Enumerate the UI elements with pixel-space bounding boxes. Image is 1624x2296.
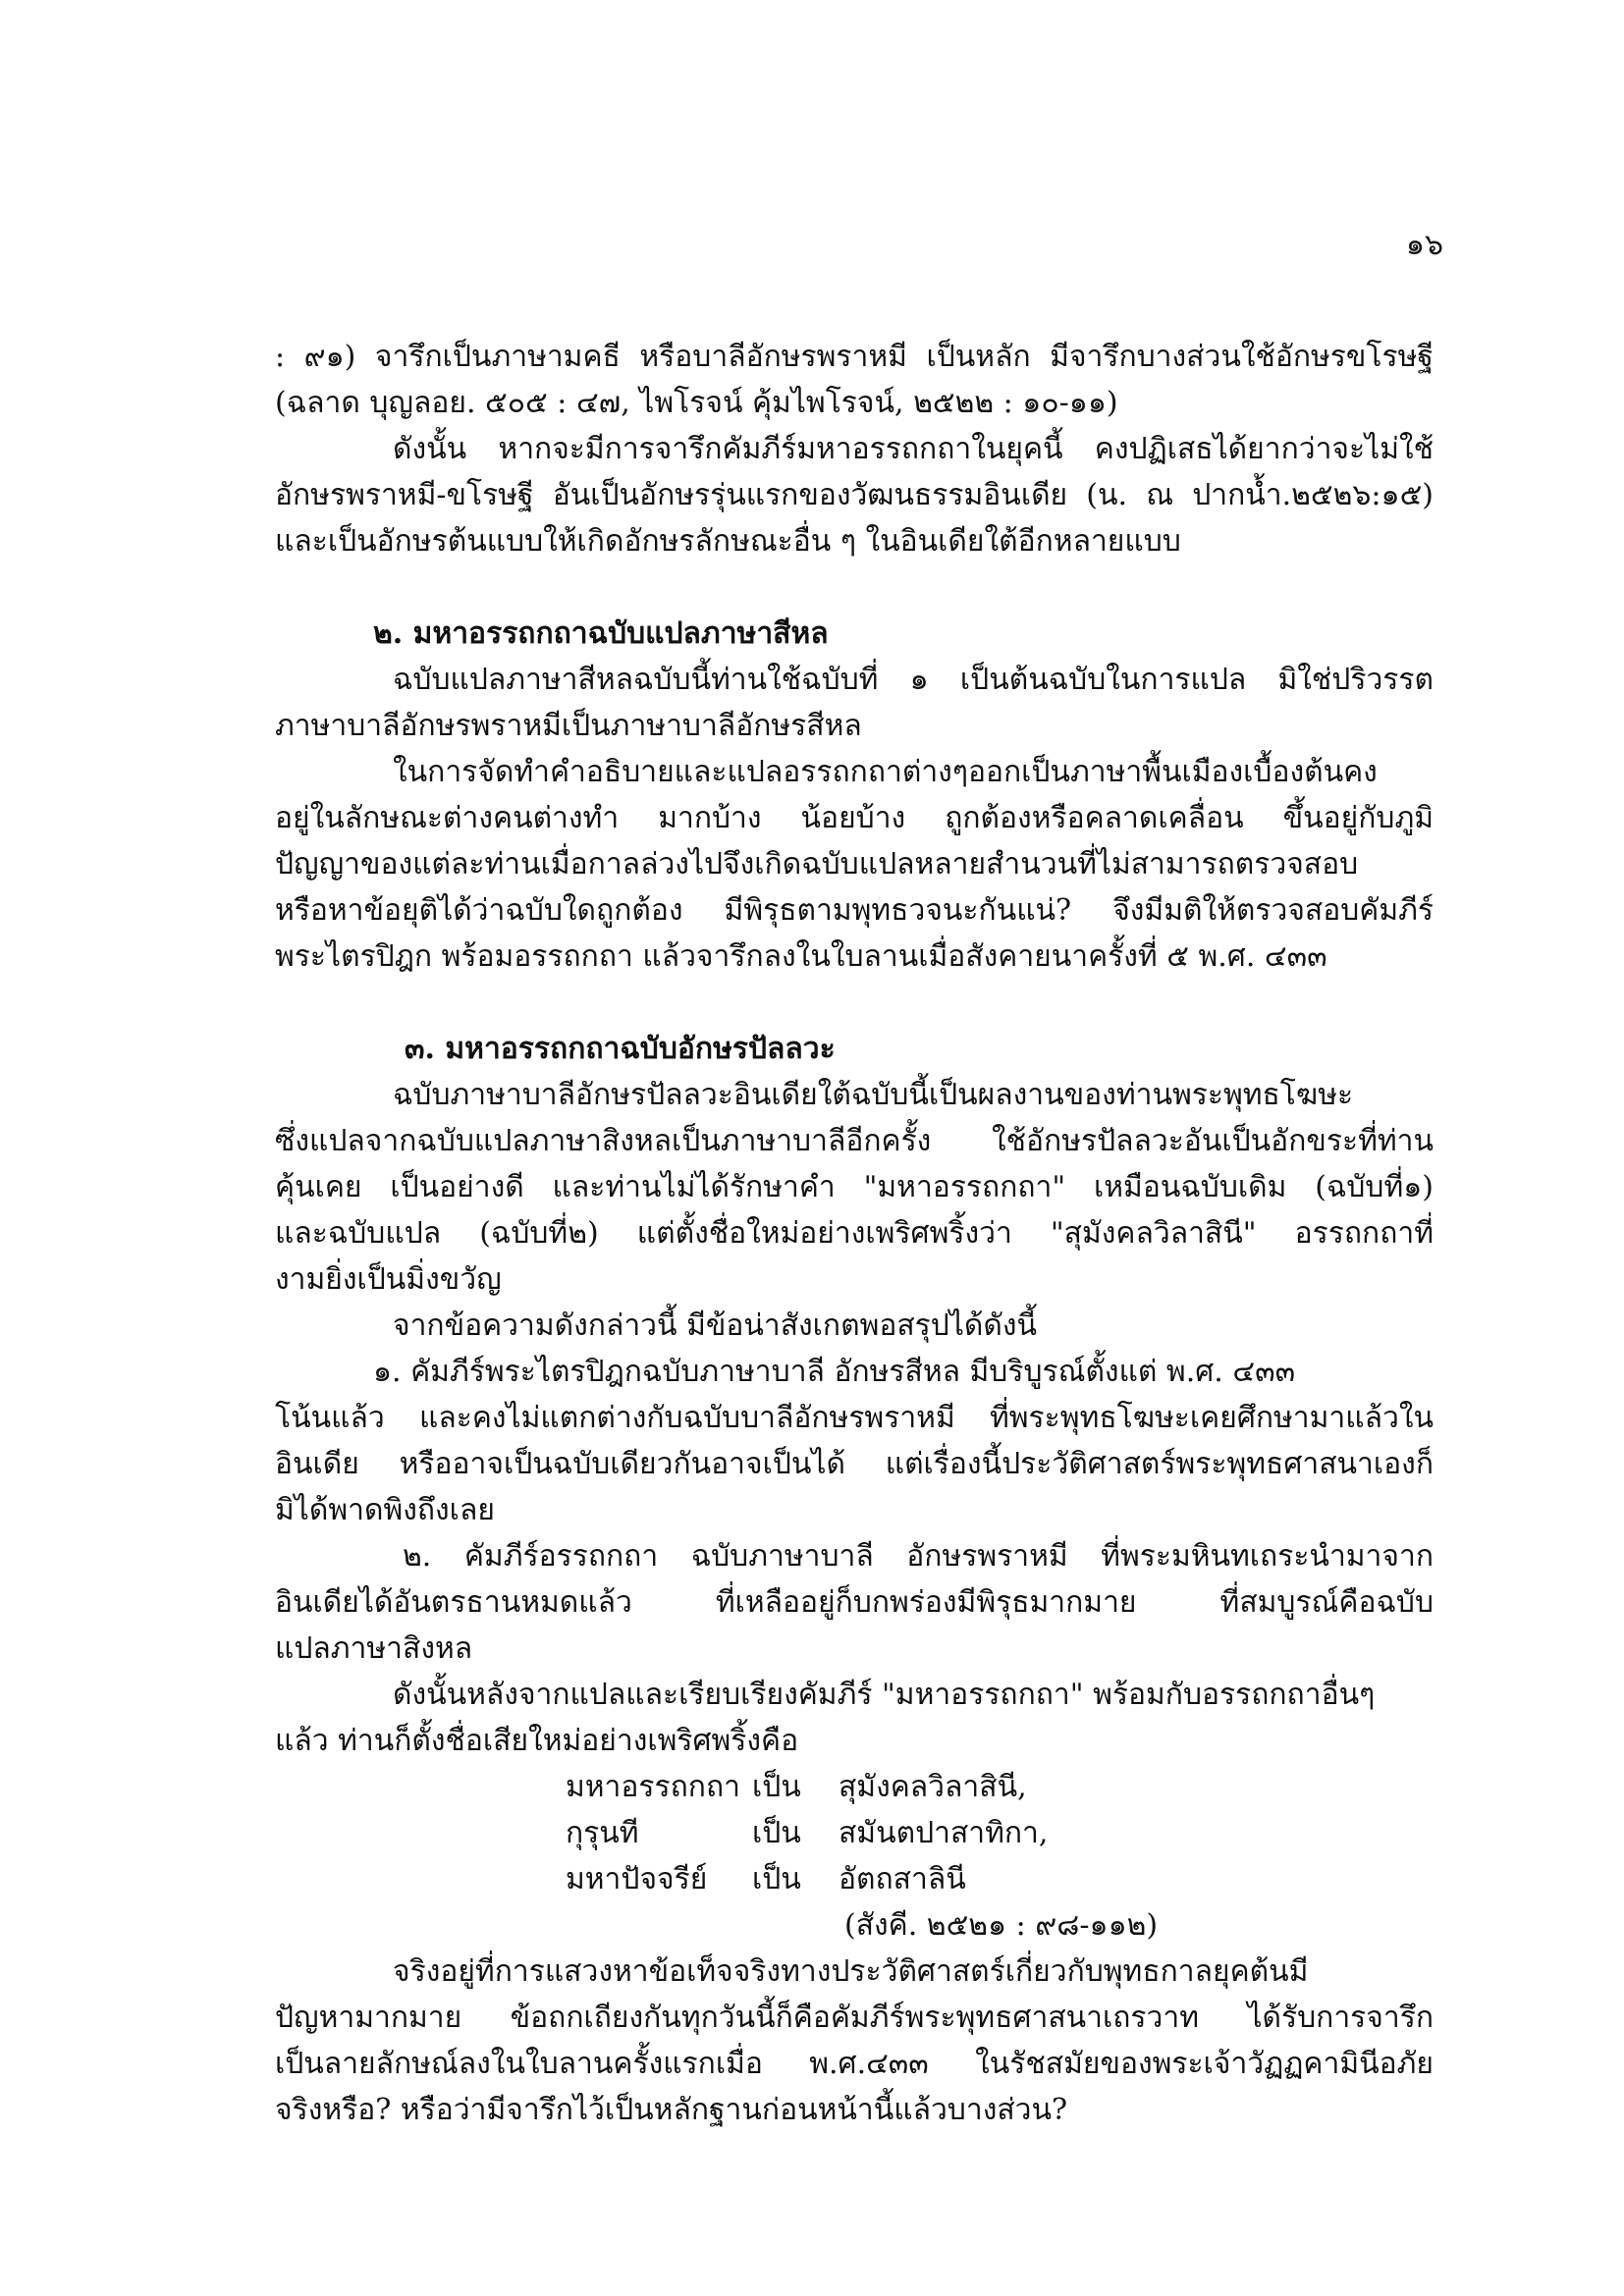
- paragraph-line: หรือหาข้อยุติได้ว่าฉบับใดถูกต้อง มีพิรุธตามพุทธวจนะกันแน่? จึงมีมติให้ตรวจสอบคัมภีร์: [275, 893, 1434, 928]
- paragraph-line: มิได้พาดพิงถึงเลย: [275, 1493, 495, 1527]
- paragraph-line: จริงอยู่ที่การแสวงหาข้อเท็จจริงทางประวัติศาสตร์เกี่ยวกับพุทธกาลยุคต้นมี: [393, 1954, 1309, 1989]
- rename-table: [566, 1764, 1434, 1902]
- section-heading: ๓. มหาอรรถกถาฉบับอักษรปัลลวะ: [405, 1032, 836, 1066]
- paragraph-line: อักษรพราหมี-ขโรษฐี อันเป็นอักษรรุ่นแรกของวัฒนธรรมอินเดีย (น. ณ ปากน้ำ.๒๕๒๖:๑๕): [275, 478, 1434, 512]
- paragraph-line: ในการจัดทำคำอธิบายและแปลอรรถกถาต่างๆออกเป็นภาษาพื้นเมืองเบื้องต้นคง: [393, 755, 1378, 789]
- section-heading: ๒. มหาอรรถกถาฉบับแปลภาษาสีหล: [373, 616, 829, 651]
- citation: (สังคี. ๒๕๒๑ : ๙๘-๑๑๒): [844, 1908, 1159, 1943]
- rename-verb: เป็น: [752, 1862, 801, 1896]
- paragraph-line: อินเดีย หรืออาจเป็นฉบับเดียวกันอาจเป็นได้ แต่เรื่องนี้ประวัติศาสตร์พระพุทธศาสนาเองก็: [275, 1447, 1434, 1481]
- paragraph-line: ปัญญาของแต่ละท่านเมื่อกาลล่วงไปจึงเกิดฉบับแปลหลายสำนวนที่ไม่สามารถตรวจสอบ: [275, 847, 1359, 881]
- paragraph-line: ซึ่งแปลจากฉบับแปลภาษาสิงหลเป็นภาษาบาลีอีกครั้ง ใช้อักษรปัลลวะอันเป็นอักขระที่ท่าน: [275, 1124, 1434, 1158]
- page-number: ๑๖: [1405, 228, 1443, 262]
- rename-verb: เป็น: [752, 1770, 801, 1804]
- paragraph-line: (ฉลาด บุญลอย. ๕๐๕ : ๔๗, ไพโรจน์ คุ้มไพโรจน์, ๒๕๒๒ : ๑๐-๑๑): [275, 386, 1118, 420]
- paragraph-line: พระไตรปิฎก พร้อมอรรถกถา แล้วจารึกลงในใบลานเมื่อสังคายนาครั้งที่ ๕ พ.ศ. ๔๓๓: [275, 939, 1327, 974]
- paragraph-line: เป็นลายลักษณ์ลงในใบลานครั้งแรกเมื่อ พ.ศ.๔๓๓ ในรัชสมัยของพระเจ้าวัฏฏคามินีอภัย: [275, 2047, 1434, 2081]
- paragraph-line: : ๙๑) จารึกเป็นภาษามคธี หรือบาลีอักษรพราหมี เป็นหลัก มีจารึกบางส่วนใช้อักษรขโรษฐี: [275, 340, 1434, 374]
- new-title: สุมังคลวิลาสินี,: [839, 1770, 1027, 1804]
- original-title: กุรุนที: [566, 1816, 639, 1850]
- page-body: [275, 334, 1434, 2133]
- paragraph-line: แปลภาษาสิงหล: [275, 1631, 473, 1666]
- rename-verb: เป็น: [752, 1816, 801, 1850]
- paragraph-line: จากข้อความดังกล่าวนี้ มีข้อน่าสังเกตพอสรุปได้ดังนี้: [393, 1308, 1038, 1343]
- paragraph-line: และฉบับแปล (ฉบับที่๒) แต่ตั้งชื่อใหม่อย่างเพริศพริ้งว่า "สุมังคลวิลาสินี" อรรถกถาที่: [275, 1216, 1434, 1251]
- new-title: อัตถสาลินี: [839, 1862, 966, 1896]
- rename-row: [566, 1810, 1434, 1856]
- list-item: ๒. คัมภีร์อรรถกถา ฉบับภาษาบาลี อักษรพราหมี ที่พระมหินทเถระนำมาจาก: [403, 1539, 1434, 1574]
- paragraph-line: แล้ว ท่านก็ตั้งชื่อเสียใหม่อย่างเพริศพริ้งคือ: [275, 1724, 799, 1758]
- paragraph-line: ปัญหามากมาย ข้อถกเถียงกันทุกวันนี้ก็คือคัมภีร์พระพุทธศาสนาเถรวาท ได้รับการจารึก: [275, 2001, 1434, 2035]
- paragraph-line: โน้นแล้ว และคงไม่แตกต่างกับฉบับบาลีอักษรพราหมี ที่พระพุทธโฆษะเคยศึกษามาแล้วใน: [275, 1401, 1434, 1435]
- paragraph-line: ดังนั้นหลังจากแปลและเรียบเรียงคัมภีร์ "มหาอรรถกถา" พร้อมกับอรรถกถาอื่นๆ: [393, 1678, 1376, 1712]
- list-item: ๑. คัมภีร์พระไตรปิฎกฉบับภาษาบาลี อักษรสีหล มีบริบูรณ์ตั้งแต่ พ.ศ. ๔๓๓: [373, 1355, 1296, 1389]
- new-title: สมันตปาสาทิกา,: [839, 1816, 1049, 1850]
- rename-row: [566, 1764, 1434, 1810]
- paragraph-line: ฉบับแปลภาษาสีหลฉบับนี้ท่านใช้ฉบับที่ ๑ เป็นต้นฉบับในการแปล มิใช่ปริวรรต: [393, 663, 1434, 697]
- paragraph-line: ภาษาบาลีอักษรพราหมีเป็นภาษาบาลีอักษรสีหล: [275, 709, 862, 743]
- paragraph-line: อยู่ในลักษณะต่างคนต่างทำ มากบ้าง น้อยบ้าง ถูกต้องหรือคลาดเคลื่อน ขึ้นอยู่กับภูมิ: [275, 801, 1434, 835]
- original-title: มหาปัจจรีย์: [566, 1862, 708, 1896]
- paragraph-line: และเป็นอักษรต้นแบบให้เกิดอักษรลักษณะอื่น ๆ ในอินเดียใต้อีกหลายแบบ: [275, 524, 1181, 559]
- paragraph-line: อินเดียได้อันตรธานหมดแล้ว ที่เหลืออยู่ก็บกพร่องมีพิรุธมากมาย ที่สมบูรณ์คือฉบับ: [275, 1585, 1434, 1620]
- paragraph-line: คุ้นเคย เป็นอย่างดี และท่านไม่ได้รักษาคำ "มหาอรรถกถา" เหมือนฉบับเดิม (ฉบับที่๑): [275, 1170, 1434, 1204]
- original-title: มหาอรรถกถา: [566, 1770, 740, 1804]
- paragraph-line: ฉบับภาษาบาลีอักษรปัลลวะอินเดียใต้ฉบับนี้เป็นผลงานของท่านพระพุทธโฆษะ: [393, 1078, 1354, 1112]
- paragraph-line: จริงหรือ? หรือว่ามีจารึกไว้เป็นหลักฐานก่อนหน้านี้แล้วบางส่วน?: [275, 2093, 1068, 2127]
- rename-row: [566, 1856, 1434, 1902]
- paragraph-line: งามยิ่งเป็นมิ่งขวัญ: [275, 1262, 502, 1297]
- paragraph-line: ดังนั้น หากจะมีการจารึกคัมภีร์มหาอรรถกถาในยุคนี้ คงปฏิเสธได้ยากว่าจะไม่ใช้: [393, 432, 1434, 466]
